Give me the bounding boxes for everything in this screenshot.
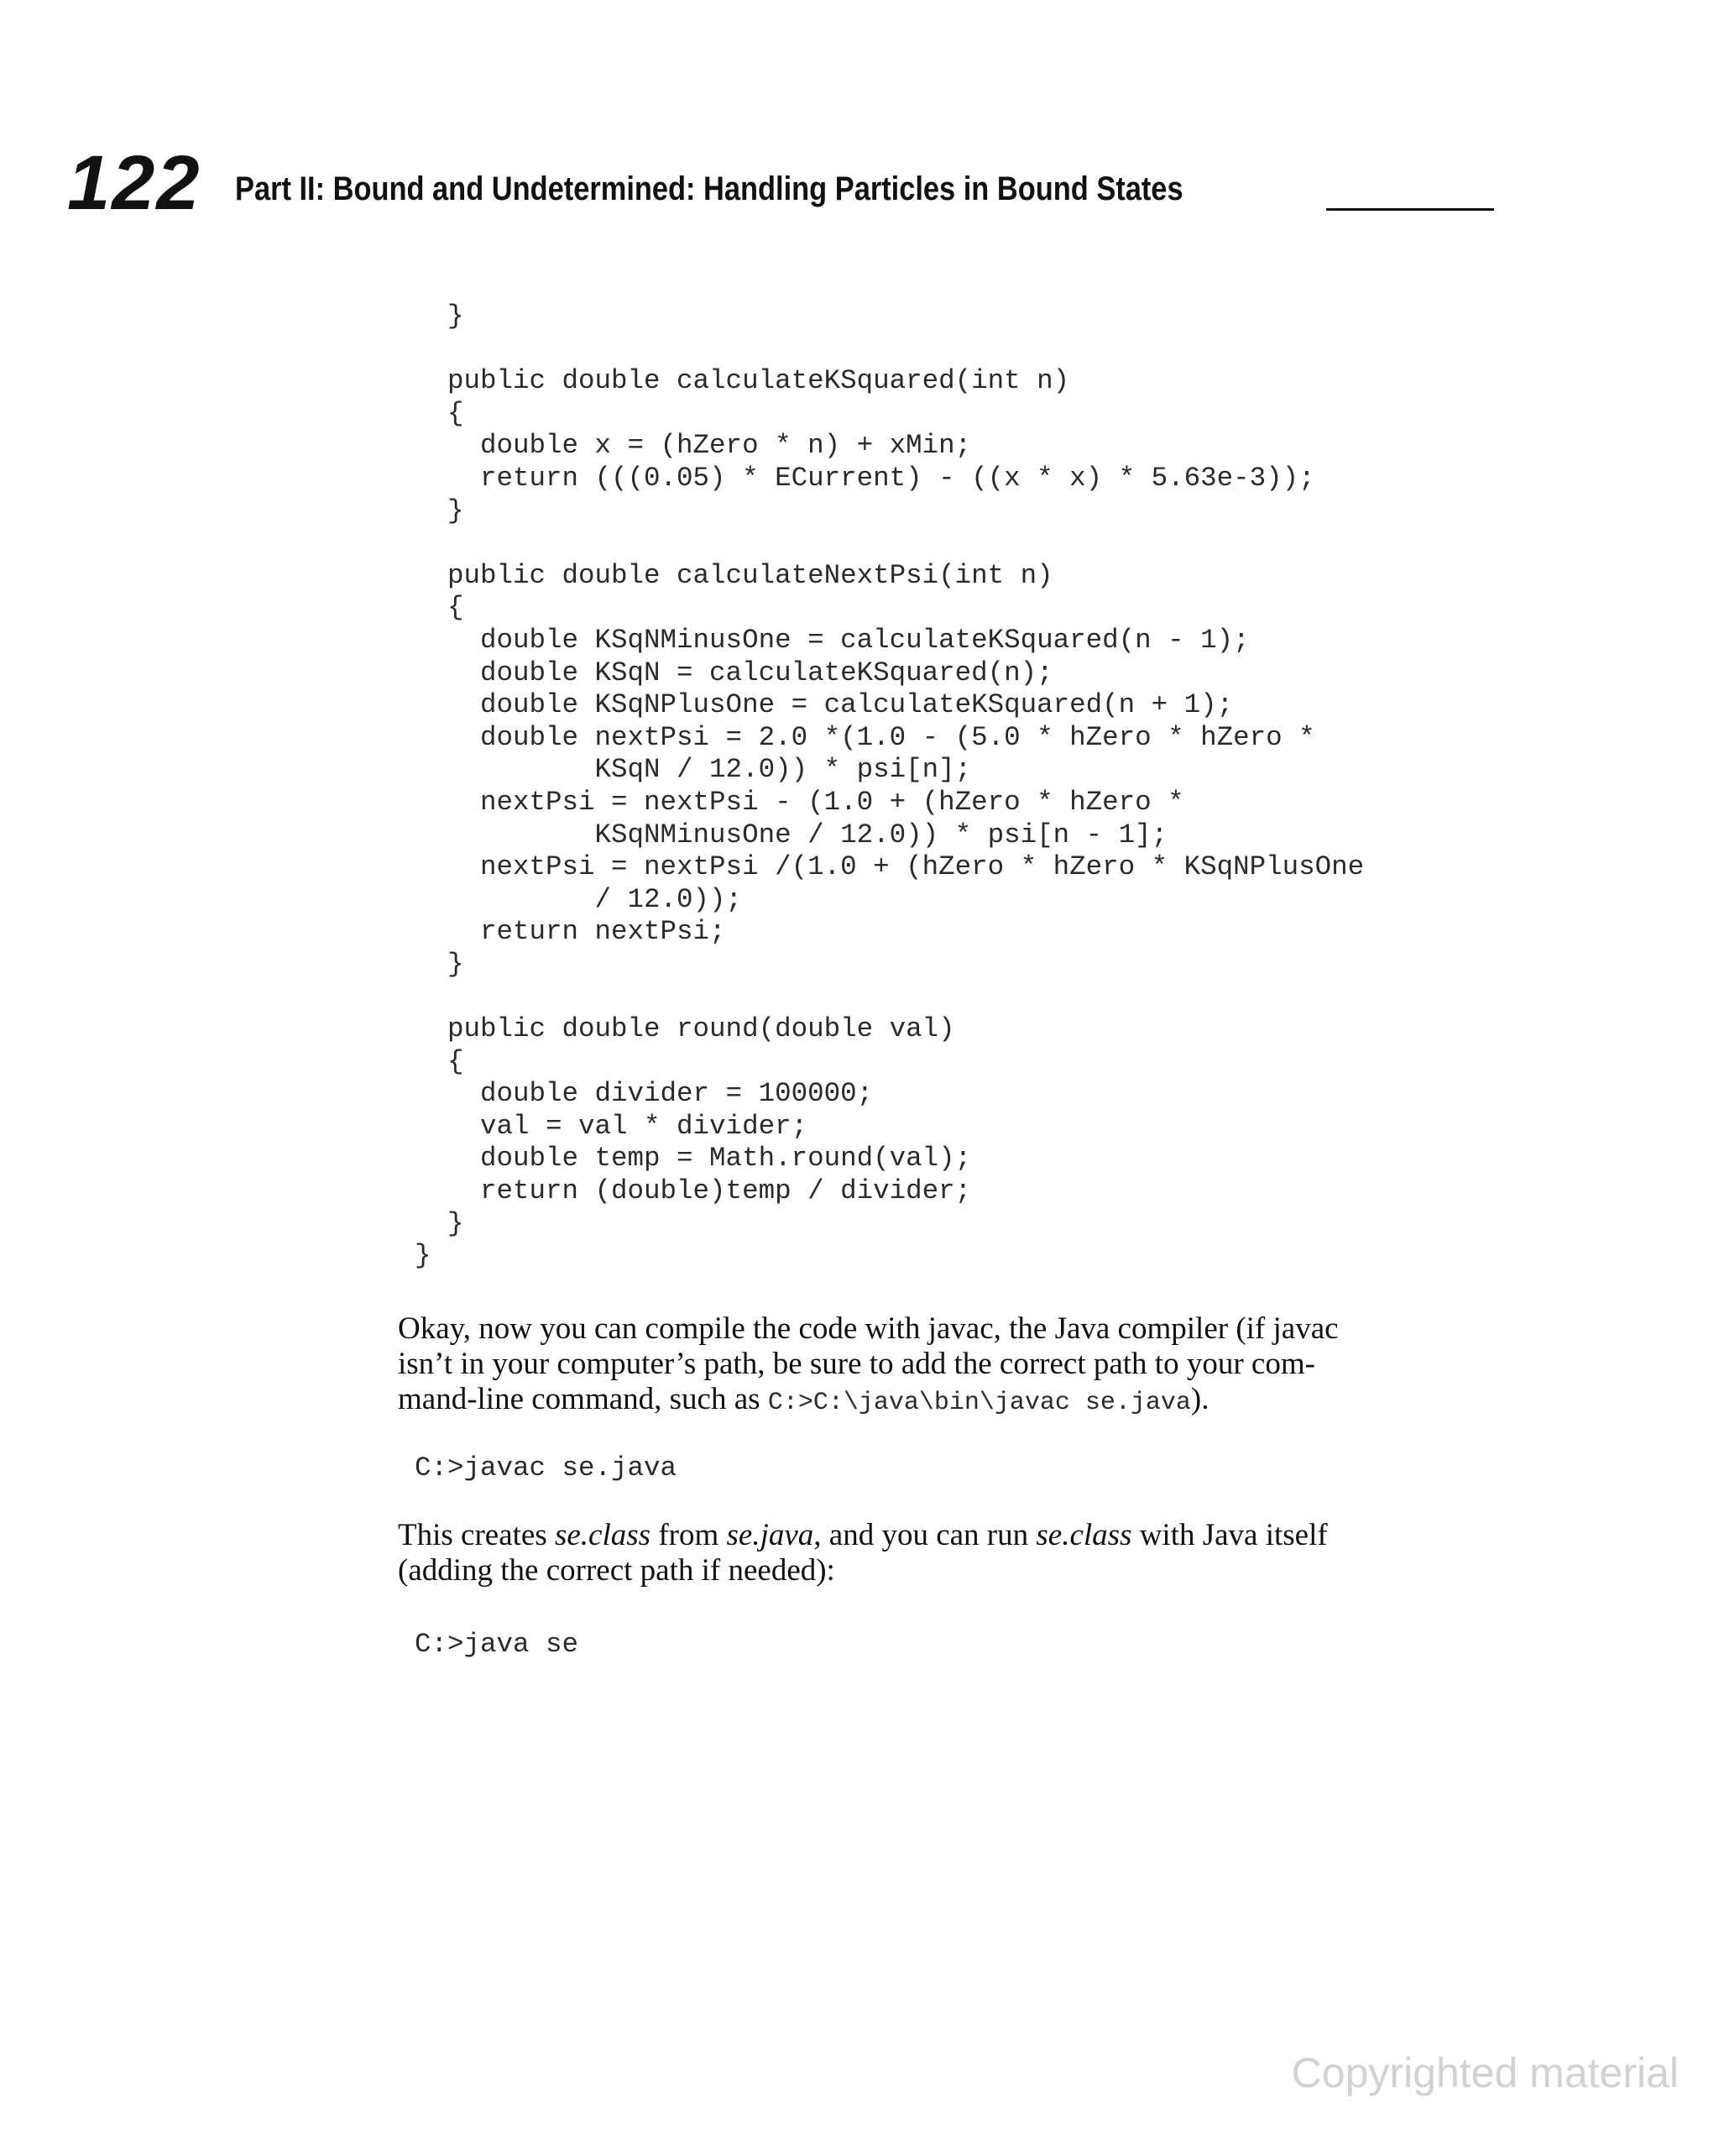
paragraph-text: from <box>651 1518 727 1552</box>
code-line: } <box>415 301 464 332</box>
paragraph-line <box>398 1382 1481 1421</box>
code-line: } <box>415 948 464 980</box>
code-line: double divider = 100000; <box>415 1078 874 1110</box>
code-line: } <box>415 1240 431 1272</box>
code-line: nextPsi = nextPsi /(1.0 + (hZero * hZero * KSqNPlusOne <box>415 851 1365 883</box>
paragraph-run <box>398 1518 1481 1588</box>
command-compile: C:>javac se.java <box>415 1452 677 1484</box>
running-head-rule <box>1326 208 1494 211</box>
inline-code: C:>C:\java\bin\javac se.java <box>767 1389 1191 1417</box>
code-line: return nextPsi; <box>415 916 726 948</box>
code-line: return (((0.05) * ECurrent) - ((x * x) * 5.63e-3)); <box>415 462 1315 494</box>
code-line: public double round(double val) <box>415 1013 955 1045</box>
code-line: public double calculateNextPsi(int n) <box>415 559 1053 591</box>
filename-italic: se.java <box>726 1518 814 1552</box>
code-line: } <box>415 495 464 526</box>
command-run: C:>java se <box>415 1629 579 1660</box>
code-line: public double calculateKSquared(int n) <box>415 365 1070 397</box>
code-line: double nextPsi = 2.0 *(1.0 - (5.0 * hZero * hZero * <box>415 721 1315 753</box>
code-line: / 12.0)); <box>415 883 743 915</box>
code-line: double temp = Math.round(val); <box>415 1143 972 1175</box>
paragraph-text: mand-line command, such as <box>398 1382 768 1416</box>
code-line: double KSqN = calculateKSquared(n); <box>415 657 1053 688</box>
code-line: { <box>415 1045 464 1077</box>
paragraph-line: isn’t in your computer’s path, be sure to add the correct path to your com- <box>398 1347 1315 1381</box>
paragraph-text: with Java itself <box>1131 1518 1328 1552</box>
code-line: { <box>415 397 464 429</box>
paragraph-line: Okay, now you can compile the code with javac, the Java compiler (if javac <box>398 1311 1339 1346</box>
code-line: KSqN / 12.0)) * psi[n]; <box>415 754 972 786</box>
paragraph-text: This creates <box>398 1518 555 1552</box>
paragraph-compile <box>398 1311 1481 1421</box>
code-line: { <box>415 592 464 624</box>
code-line: return (double)temp / divider; <box>415 1175 972 1207</box>
filename-italic: se.class <box>554 1518 651 1552</box>
code-line: double KSqNPlusOne = calculateKSquared(n + 1); <box>415 689 1234 721</box>
copyright-watermark: Copyrighted material <box>1291 2049 1679 2096</box>
paragraph-line <box>398 1518 1481 1553</box>
running-head: Part II: Bound and Undetermined: Handling Particles in Bound States <box>235 170 1183 207</box>
code-line: } <box>415 1207 464 1239</box>
code-line: val = val * divider; <box>415 1110 808 1142</box>
paragraph-text: , and you can run <box>813 1518 1037 1552</box>
code-listing <box>415 301 1364 1273</box>
code-line: KSqNMinusOne / 12.0)) * psi[n - 1]; <box>415 819 1168 850</box>
paragraph-text: ). <box>1190 1382 1210 1416</box>
page-number: 122 <box>67 140 201 226</box>
code-line: double x = (hZero * n) + xMin; <box>415 430 972 462</box>
code-line: double KSqNMinusOne = calculateKSquared(n - 1); <box>415 624 1250 656</box>
paragraph-line: (adding the correct path if needed): <box>398 1553 835 1588</box>
code-line: nextPsi = nextPsi - (1.0 + (hZero * hZero * <box>415 786 1184 818</box>
filename-italic: se.class <box>1036 1518 1132 1552</box>
